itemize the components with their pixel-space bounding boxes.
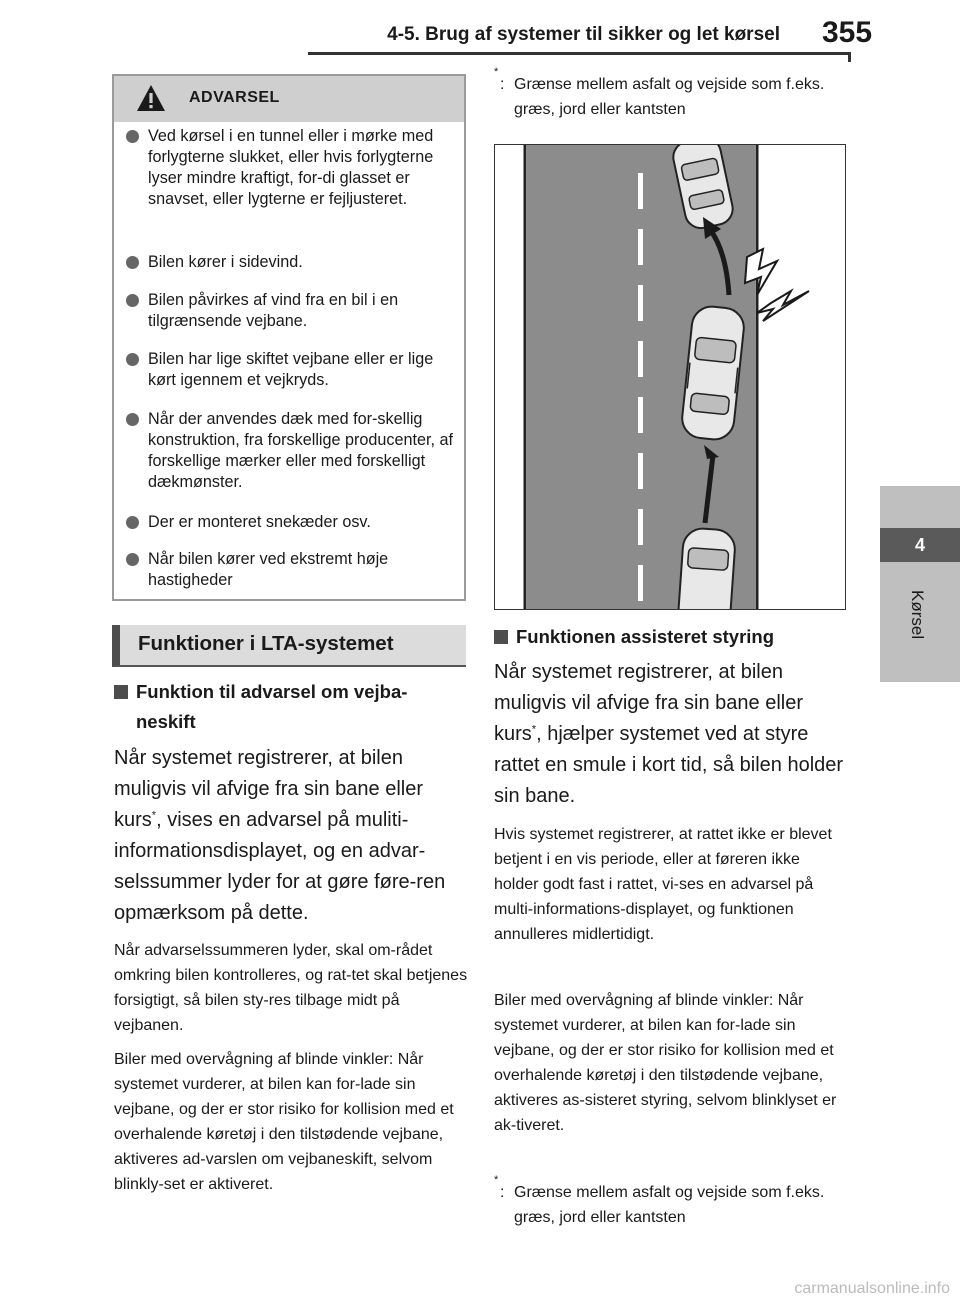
- page-number: 355: [822, 16, 873, 49]
- warning-item-text: Når bilen kører ved ekstremt høje hastigheder: [148, 550, 389, 589]
- subheading-lane-departure: [114, 677, 466, 737]
- square-bullet-icon: [494, 630, 508, 644]
- body-paragraph: Biler med overvågning af blinde vinkler: Når systemet vurderer, at bilen kan for-lade sin vejbane, og der er stor risiko for kollision med et overhalende køretøj i den tilstødende vejbane, aktiveres as-sisteret styring, selvom blinklyset er ak-tiveret.: [494, 992, 837, 1134]
- lead-paragraph: Når systemet registrerer, at bilen muligvis vil afvige fra sin bane eller kurs*, hjælper systemet ved at styre rattet en smule i kort tid, så bilen holder sin bane.: [494, 661, 844, 807]
- chapter-number: 4: [880, 528, 960, 562]
- body-paragraph: Når advarselssummeren lyder, skal om-rådet omkring bilen kontrolleres, og rat-tet skal betjenes forsigtigt, så bilen sty-res tilbage midt på vejbanen.: [114, 942, 468, 1034]
- square-bullet-icon: [114, 685, 128, 699]
- subheading-text: Funktionen assisteret styring: [516, 626, 775, 647]
- footnote-text: Grænse mellem asfalt og vejside som f.eks. græs, jord eller kantsten: [514, 1184, 825, 1226]
- warning-box: [112, 74, 466, 601]
- lead-paragraph: Når systemet registrerer, at bilen muligvis vil afvige fra sin bane eller kurs*, vises en advarsel på muliti-informationsdisplayet, og en advar-selssummer lyder for at gøre føre-ren opmærksom på dette.: [114, 747, 446, 924]
- footnote-marker: *: [531, 723, 537, 736]
- chapter-label-wrap: [893, 590, 933, 660]
- watermark: carmanualsonline.info: [794, 1280, 950, 1297]
- warning-title: ADVARSEL: [189, 89, 280, 106]
- header-divider-tick: [848, 52, 851, 62]
- warning-item: [126, 126, 456, 210]
- body-paragraph: Biler med overvågning af blinde vinkler: Når systemet vurderer, at bilen kan for-lade sin vejbane, og der er stor risiko for kollision med et overhalende køretøj i den tilstødende vejbane, aktiveres ad-varslen om vejbaneskift, selvom blinkly-set er aktiveret.: [114, 1051, 454, 1193]
- warning-item: [126, 512, 456, 533]
- header-divider: [308, 52, 848, 55]
- warning-item: [126, 349, 456, 391]
- chapter-label: Kørsel: [908, 590, 927, 640]
- car-behind-icon: [677, 527, 736, 610]
- warning-header: [114, 76, 464, 122]
- lane-departure-illustration: [494, 144, 846, 610]
- warning-item-text: Når der anvendes dæk med for-skellig konstruktion, fra forskellige producenter, af forskellige mærker eller med forskelligt dækmønster.: [148, 410, 454, 491]
- subheading-steering-assist: [494, 622, 854, 652]
- warning-triangle-icon: [136, 84, 166, 117]
- subheading-text: Funktion til advarsel om vejba-neskift: [136, 681, 408, 732]
- warning-item-text: Bilen kører i sidevind.: [148, 253, 303, 271]
- footnote: * : Grænse mellem asfalt og vejside som f.eks. græs, jord eller kantsten: [494, 1180, 854, 1230]
- warning-item-text: Bilen påvirkes af vind fra en bil i en tilgrænsende vejbane.: [148, 291, 399, 330]
- warning-item-text: Ved kørsel i en tunnel eller i mørke med forlygterne slukket, eller hvis forlygterne lyser mindre kraftigt, for-di glasset er snavset, eller lygterne er fejljusteret.: [148, 127, 434, 208]
- warning-item: [126, 409, 456, 493]
- footnote: * : Grænse mellem asfalt og vejside som f.eks. græs, jord eller kantsten: [494, 72, 854, 122]
- running-header: 4-5. Brug af systemer til sikker og let kørsel: [387, 24, 780, 45]
- warning-item: [126, 252, 456, 273]
- footnote-marker: *: [151, 809, 157, 822]
- warning-item: [126, 290, 456, 332]
- warning-item: [126, 549, 456, 591]
- section-heading-text: Funktioner i LTA-systemet: [138, 632, 394, 655]
- warning-item-text: Bilen har lige skiftet vejbane eller er lige kørt igennem et vejkryds.: [148, 350, 434, 389]
- warning-item-text: Der er monteret snekæder osv.: [148, 513, 371, 531]
- section-heading: [112, 625, 466, 667]
- body-paragraph: Hvis systemet registrerer, at rattet ikke er blevet betjent i en vis periode, eller at føreren ikke holder godt fast i rattet, vi-ses en advarsel på multi-informations-displayet, og funktionen annulleres midlertidigt.: [494, 826, 832, 943]
- footnote-text: Grænse mellem asfalt og vejside som f.eks. græs, jord eller kantsten: [514, 76, 825, 118]
